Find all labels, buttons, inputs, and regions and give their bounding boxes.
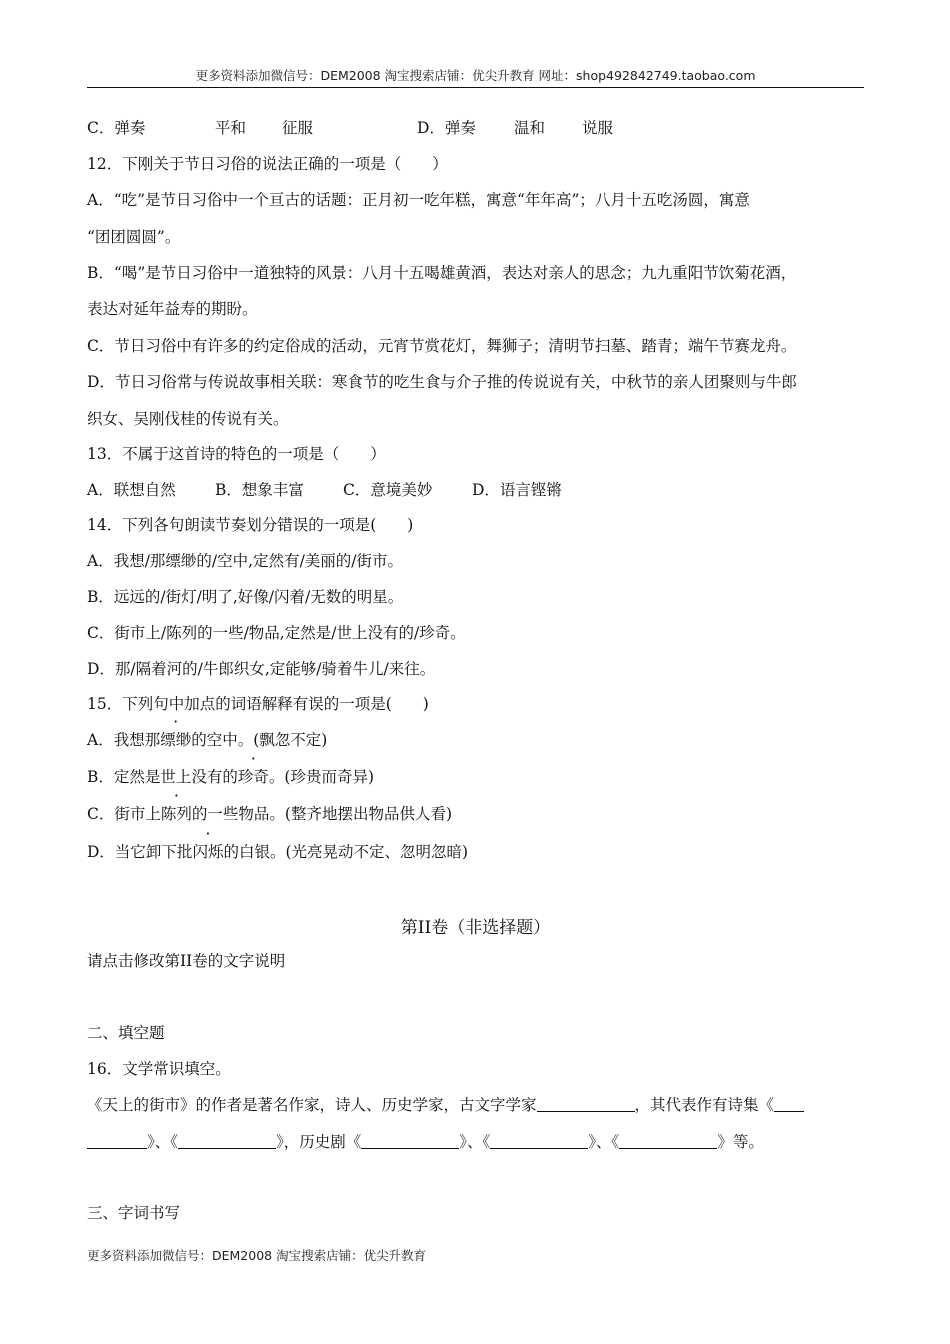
q16-line2-text-a: 》、《: [147, 1133, 179, 1151]
q15-d-prefix: D．当它卸下批: [87, 843, 193, 861]
q11-d-word3: 说服: [582, 119, 614, 137]
q11-c-label: C．弹奏: [87, 119, 146, 137]
q15-option-a: [87, 729, 327, 751]
q11-d-word2: 温和: [514, 119, 546, 137]
q15-b-prefix: B．定然是世上没有的: [87, 768, 238, 786]
q11-option-c: [87, 117, 145, 139]
q15-c-suffix: 的一些物品。(整齐地摆出物品供人看): [191, 805, 452, 823]
q12-option-d-line2: 织女、吴刚伐桂的传说有关。: [87, 410, 289, 428]
q12-option-d-line1: D．节日习俗常与传说故事相关联：寒食节的吃生食与介子推的传说说有关，中秋节的亲人团聚则与牛郎: [87, 373, 797, 391]
q15-a-prefix: A．我想那: [87, 731, 161, 749]
q16-line1-text-a: 《天上的街市》的作者是著名作家，诗人、历史学家，古文字学家: [87, 1096, 537, 1114]
q16-blank-drama2[interactable]: [490, 1132, 588, 1149]
q12-option-c: C．节日习俗中有许多的约定俗成的活动，元宵节赏花灯，舞狮子；清明节扫墓、踏青；端午节赛龙舟。: [87, 337, 797, 355]
q11-c-word2: 平和: [215, 119, 247, 137]
q15-a-dotted-word: 缥缈: [160, 731, 192, 749]
q16-blank-collection2[interactable]: [178, 1132, 276, 1149]
q12-option-a-line1: A．“吃”是节日习俗中一个亘古的话题：正月初一吃年糕，寓意“年年高”；八月十五吃汤圆，寓意: [87, 191, 750, 209]
q15-c-dotted-word: 陈列: [160, 805, 192, 823]
q16-line1-text-b: ，其代表作有诗集《: [634, 1096, 775, 1114]
q12-option-b-line2: 表达对延年益寿的期盼。: [87, 300, 258, 318]
q14-option-c: C．街市上/陈列的一些/物品,定然是/世上没有的/珍奇。: [87, 624, 466, 642]
q16-line2-text-b: 》，历史剧《: [276, 1133, 362, 1151]
q15-b-suffix: 。(珍贵而奇异): [268, 768, 375, 786]
q15-a-suffix: 的空中。(飘忽不定): [191, 731, 328, 749]
q15-option-d: [87, 841, 468, 863]
q16-stem: 16．文学常识填空。: [87, 1060, 231, 1078]
page-header: 更多资料添加微信号：DEM2008 淘宝搜索店铺：优尖升教育 网址：shop492842749.taobao.com: [195, 68, 756, 83]
q11-c-word3: 征服: [282, 119, 314, 137]
q15-stem: 15．下列句中加点的词语解释有误的一项是( ): [87, 695, 429, 713]
q15-option-c: [87, 803, 452, 825]
q15-d-suffix: 的白银。(光亮晃动不定、忽明忽暗): [223, 843, 469, 861]
q13-option-c: C．意境美妙: [343, 481, 433, 499]
q12-option-a-line2: “团团圆圆”。: [87, 228, 181, 246]
q16-blank-poetry-start[interactable]: [774, 1095, 804, 1112]
page-footer: 更多资料添加微信号：DEM2008 淘宝搜索店铺：优尖升教育: [87, 1248, 427, 1263]
q15-c-prefix: C．街市上: [87, 805, 161, 823]
section3-title: 三、字词书写: [87, 1204, 181, 1222]
q15-option-b: [87, 766, 374, 788]
q16-blank-poetry-end[interactable]: [87, 1132, 147, 1149]
q14-stem: 14．下列各句朗读节奏划分错误的一项是( ): [87, 516, 414, 534]
header-rule: [87, 87, 864, 88]
q16-line2-text-d: 》、《: [588, 1133, 620, 1151]
q16-line2-text-c: 》、《: [459, 1133, 491, 1151]
q16-blank-drama1[interactable]: [361, 1132, 459, 1149]
part2-title: 第II卷（非选择题）: [400, 918, 551, 938]
q14-option-b: B．远远的/街灯/明了,好像/闪着/无数的明星。: [87, 588, 404, 606]
part2-description: 请点击修改第II卷的文字说明: [87, 952, 286, 970]
q15-d-dotted-word: 闪烁: [192, 843, 224, 861]
q11-d-label: D．弹奏: [417, 119, 476, 137]
q16-blank-author[interactable]: [537, 1095, 635, 1112]
q12-option-b-line1: B．“喝”是节日习俗中一道独特的风景：八月十五喝雄黄酒，表达对亲人的思念；九九重阳节饮菊花酒，: [87, 264, 797, 282]
q14-option-d: D．那/隔着河的/牛郎织女,定能够/骑着牛儿/来往。: [87, 660, 436, 678]
q14-option-a: A．我想/那缥缈的/空中,定然有/美丽的/街市。: [87, 552, 404, 570]
q13-option-b: B．想象丰富: [215, 481, 304, 499]
q13-option-a: A．联想自然: [87, 481, 176, 499]
q16-line1: [87, 1094, 804, 1116]
q15-b-dotted-word: 珍奇: [237, 768, 269, 786]
q13-option-d: D．语言铿锵: [472, 481, 562, 499]
q16-blank-drama3[interactable]: [619, 1132, 717, 1149]
q13-stem: 13．不属于这首诗的特色的一项是（ ）: [87, 445, 386, 463]
q12-stem: 12．下刚关于节日习俗的说法正确的一项是（ ）: [87, 155, 448, 173]
q16-line2-text-e: 》等。: [717, 1133, 764, 1151]
q16-line2: [87, 1131, 764, 1153]
section2-title: 二、填空题: [87, 1024, 165, 1042]
